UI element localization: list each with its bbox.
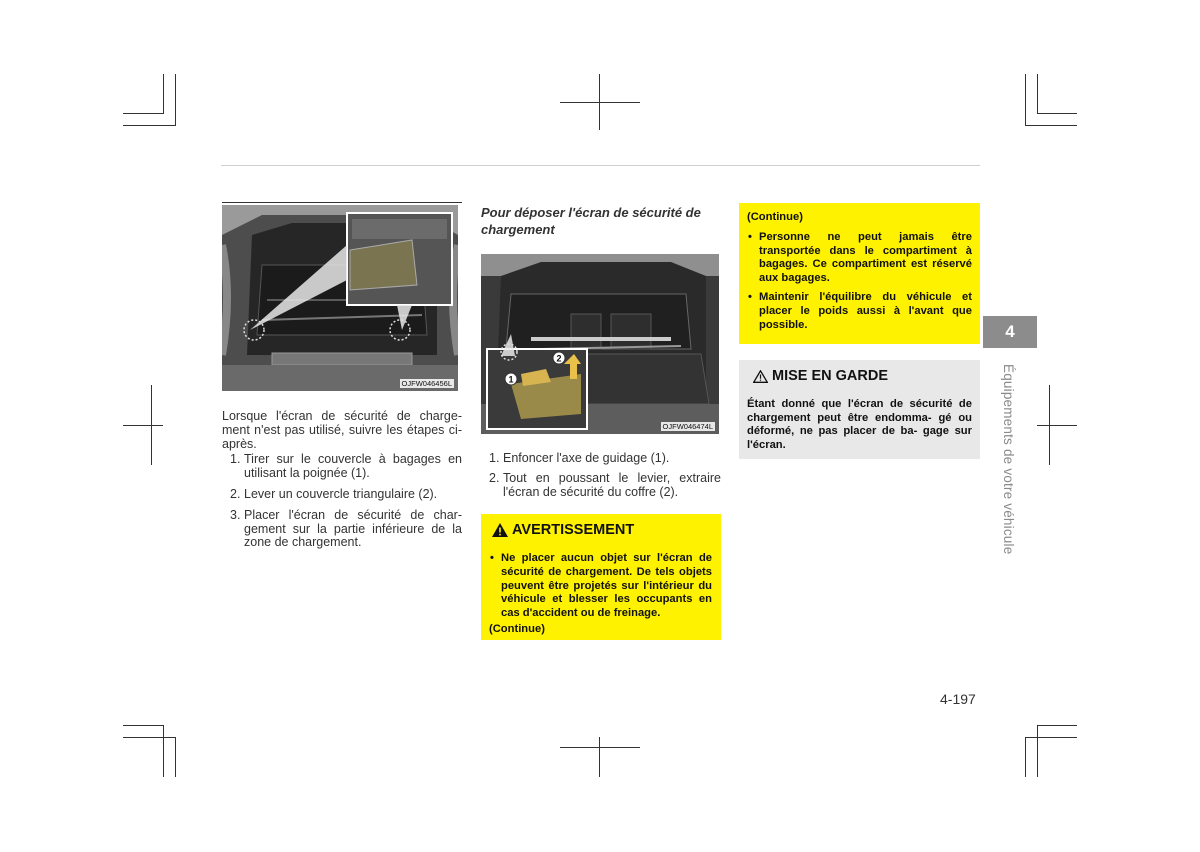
header-rule [221,165,980,166]
column-3 [739,203,980,459]
warning-continued-box [739,203,980,344]
crop-mark [123,113,163,114]
crop-mark [123,737,175,738]
crop-mark [123,725,163,726]
list-item: 2. Tout en poussant le levier, extraire l'écran de sécurité du coffre (2). [489,470,721,499]
crop-mark [163,74,164,114]
warning-bullet: • Personne ne peut jamais être transportée dans le compartiment à bagages. Ce compartiment est réservé aux bagages. [748,231,972,284]
crop-mark [1037,725,1077,726]
crop-mark [560,747,640,748]
figure-top-rule [222,202,462,203]
crop-mark [1037,74,1038,114]
chapter-tab: 4 [983,316,1037,348]
crop-mark [163,725,164,777]
removal-drawing [481,254,719,434]
list-item: 1. Tirer sur le couvercle à bagages en utilisant la poignée (1). [230,452,462,481]
crop-mark [1037,425,1077,426]
steps-list [222,453,462,550]
crop-mark [123,125,175,126]
caution-box [739,360,980,458]
removal-illustration [481,254,719,434]
chapter-title: Équipements de votre véhicule [1001,364,1016,555]
column-1 [222,202,462,557]
warning-triangle-icon [492,523,508,537]
crop-mark [123,425,163,426]
list-item: 2. Lever un couvercle triangulaire (2). [230,486,438,501]
caution-triangle-icon [753,370,768,383]
crop-mark [1025,737,1026,777]
caution-text: Étant donné que l'écran de sécurité de chargement peut être endomma- gé ou déformé, ne pas placer de ba- gage sur l'écran. [747,398,972,451]
list-item: 1. Enfoncer l'axe de guidage (1). [489,451,670,465]
continued-label: (Continue) [747,211,803,223]
steps-list [481,452,721,499]
page-number: 4-197 [940,691,976,707]
cargo-area-illustration [222,205,458,391]
warning-bullet: • Ne placer aucun objet sur l'écran de sécurité de chargement. De tels objets peuvent être projetés sur l'intérieur du véhicule et blesser les occupants en cas d'accident ou de freinage. [490,552,712,619]
callout-1: 1 [508,374,514,385]
crop-mark [599,737,600,777]
crop-mark [175,74,176,126]
crop-mark [1025,737,1077,738]
caution-heading: MISE EN GARDE [747,368,972,384]
intro-paragraph: Lorsque l'écran de sécurité de charge- ment n'est pas utilisé, suivre les étapes ci-après. [222,409,462,451]
warning-bullet: • Maintenir l'équilibre du véhicule et placer le poids aussi à l'avant que possible. [748,291,972,331]
crop-mark [1025,74,1026,126]
warning-heading: AVERTISSEMENT [489,522,712,538]
figure-code: OJFW046474L [662,422,713,431]
section-title: Pour déposer l'écran de sécurité de chargement [481,205,701,237]
callout-2: 2 [556,353,562,364]
column-2 [481,204,721,640]
list-item: 3. Placer l'écran de sécurité de char- gement sur la partie inférieure de la zone de chargement. [230,507,462,550]
figure-code: OJFW046456L [401,379,452,388]
continued-label: (Continue) [489,623,545,636]
cargo-area-drawing [222,205,458,391]
crop-mark [1037,113,1077,114]
crop-mark [560,102,640,103]
crop-mark [1037,725,1038,777]
crop-mark [1025,125,1077,126]
crop-mark [175,737,176,777]
warning-box [481,514,721,640]
